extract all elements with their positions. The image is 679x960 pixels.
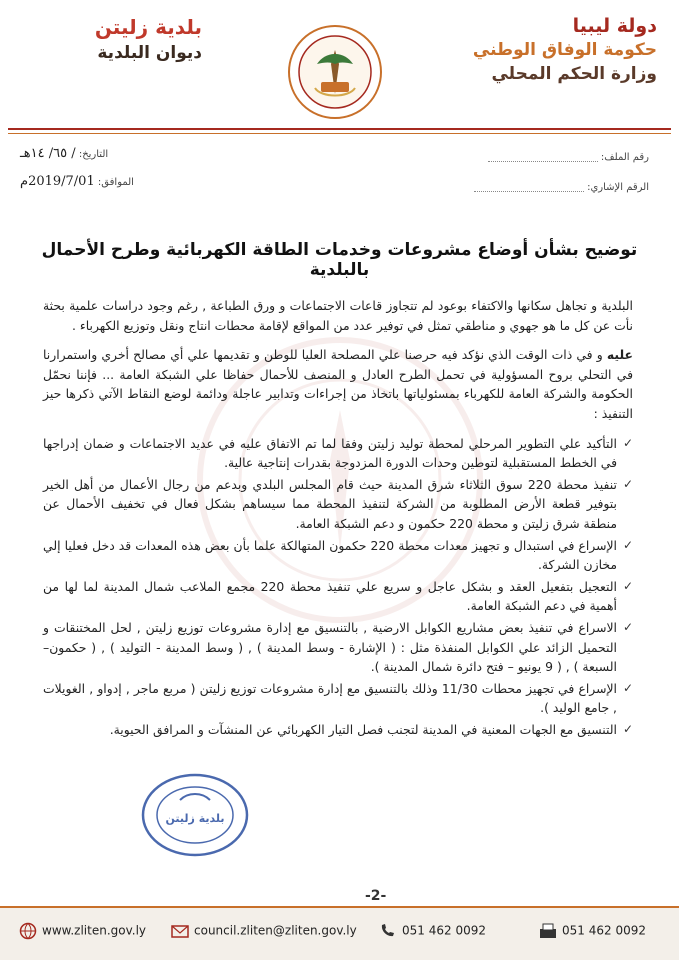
header-government-name: حكومة الوفاق الوطني [472,40,657,60]
phone-icon [378,922,398,940]
footer-website[interactable] [18,922,146,940]
footer-phone[interactable] [378,922,486,940]
footer-bar [0,906,679,960]
footer-phone-text: 051 462 0092 [402,923,486,938]
checkmark-icon: ✓ [622,578,633,593]
file-number-label: رقم الملف: [600,152,649,163]
footer-website-text: www.zliten.gov.ly [42,923,147,938]
checkmark-icon: ✓ [622,721,633,736]
globe-icon [18,922,38,940]
footer-email[interactable] [170,922,357,940]
official-stamp-icon [140,770,250,860]
gregorian-date-label: الموافق: [97,177,134,188]
document-body [43,296,633,741]
list-item: ✓ التأكيد علي التطوير المرحلي لمحطة توليد زليتن وفقا لما تم الاتفاق عليه في عديد الاجتماعات و ضمان إدراجها في الخطط المستقبلية لتوطين وحدات الدورة المزدوجة بقدرات إنتاجية عالية. [43,435,633,471]
header-divider [8,128,671,130]
body-paragraph-intro: البلدية و تجاهل سكانها والاكتفاء بوعود لم تتجاوز قاعات الاجتماعات و ورق الطباعة , رغم وجود دراسات علمية بحثة نأت عن كل ما هو جهوي و مناطقي تمثل في توفير عدد من المواقع لإقامة محطات انتاج ونقل وتوزيع الكهرباء . [43,298,633,333]
checkmark-icon: ✓ [622,476,633,491]
reference-number-label: الرقم الإشاري: [587,182,649,193]
body-paragraph-demand-text: و في ذات الوقت الذي نؤكد فيه حرصنا علي المصلحة العليا للوطن و تقديمها علي أي مصالح أخري واستمرارنا في التحلي بروح المسؤولية في تحمل الطرح العادل و المنصف للأحمال حفاظا علي الشبكة العامة ... فإننا نحمّل الحكومة والشركة العامة للكهرباء بمسئولياتها باتخاذ من إجراءات وتدابير عاجلة ودائمة لوضع النقاط الآتي ذكرها حيز التنفيذ : [43,347,633,421]
gregorian-date-value: 2019/7/01م [20,174,95,189]
hijri-date-value: / ٦٥/ ١٤هـ [20,146,76,161]
checkmark-icon: ✓ [622,435,633,450]
list-item: ✓ التنسيق مع الجهات المعنية في المدينة لتجنب فصل التيار الكهربائي عن المنشآت و المرافق الحيوية. [43,720,633,740]
checkmark-icon: ✓ [622,537,633,552]
header-divider-thin [8,133,671,134]
list-item: ✓ تنفيذ محطة 220 سوق الثلاثاء شرق المدينة حيث قام المجلس البلدي وبدعم من رجال الأعمال من أهل الخير بتوفير قطعة الأرض المطلوبة من الشركة لتنفيذ المحطة مما سيساهم بشكل فعال في تخفيف الأحمال عن منطقة شرق زليتن و محطة 220 حكمون و دعم الشبكة العامة. [43,476,633,531]
header-ministry-name: وزارة الحكم المحلي [491,64,657,84]
checkmark-icon: ✓ [622,680,633,695]
gregorian-date-field [20,174,134,189]
body-paragraph-demand [43,345,633,423]
body-lead-word: عليه [606,347,633,363]
header-state-name: دولة ليبيا [572,15,657,37]
list-item: ✓ الإسراع في استبدال و تجهيز معدات محطة 220 حكمون المتهالكة علما بأن بعض هذه المعدات قد دخل فعليا إلي مخازن الشركة. [43,537,633,573]
header-government-block [457,14,657,86]
fax-icon [538,922,558,940]
checkmark-icon: ✓ [622,619,633,634]
header-municipality-block [22,14,202,66]
file-number-field [488,152,649,163]
reference-number-field [474,182,649,193]
hijri-date-field [20,146,108,161]
page-number: -2- [365,888,387,904]
municipality-seal-icon [287,24,383,120]
hijri-date-label: التاريخ: [78,149,109,160]
demands-list [43,434,633,740]
list-item: ✓ الإسراع في تجهيز محطات 11/30 وذلك بالتنسيق مع إدارة مشروعات توزيع زليتن ( مربع ماجر , إدواو , الغويلات , جامع الوليد ). [43,680,633,716]
footer-email-text: council.zliten@zliten.gov.ly [194,923,357,938]
document-title: توضيح بشأن أوضاع مشروعات وخدمات الطاقة الكهربائية وطرح الأحمال بالبلدية [41,240,638,280]
footer-fax[interactable] [538,922,646,940]
list-item: ✓ الاسراع في تنفيذ بعض مشاريع الكوابل الارضية , بالتنسيق مع إدارة مشروعات توزيع زليتن , لحل المختنقات و التحميل الزائد علي الكوابل المنفذة مثل : ( الإشارة - وسط المدينة ) , ( وسط المدينة - التوليد ) , ( حكمون– السبعة ) , ( 9 يونيو – فتح دائرة شمال المدينة ). [43,619,633,675]
mail-icon [170,922,190,940]
list-item: ✓ التعجيل بتفعيل العقد و بشكل عاجل و سريع علي تنفيذ محطة 220 مجمع الملاعب شمال المدينة لما لها من أهمية في دعم الشبكة العامة. [43,578,633,614]
header-municipality-name: بلدية زليتن [94,15,202,39]
footer-fax-text: 051 462 0092 [562,923,646,938]
stamp-text: بلدية زليتن [165,812,225,825]
header-office-name: ديوان البلدية [97,43,202,63]
